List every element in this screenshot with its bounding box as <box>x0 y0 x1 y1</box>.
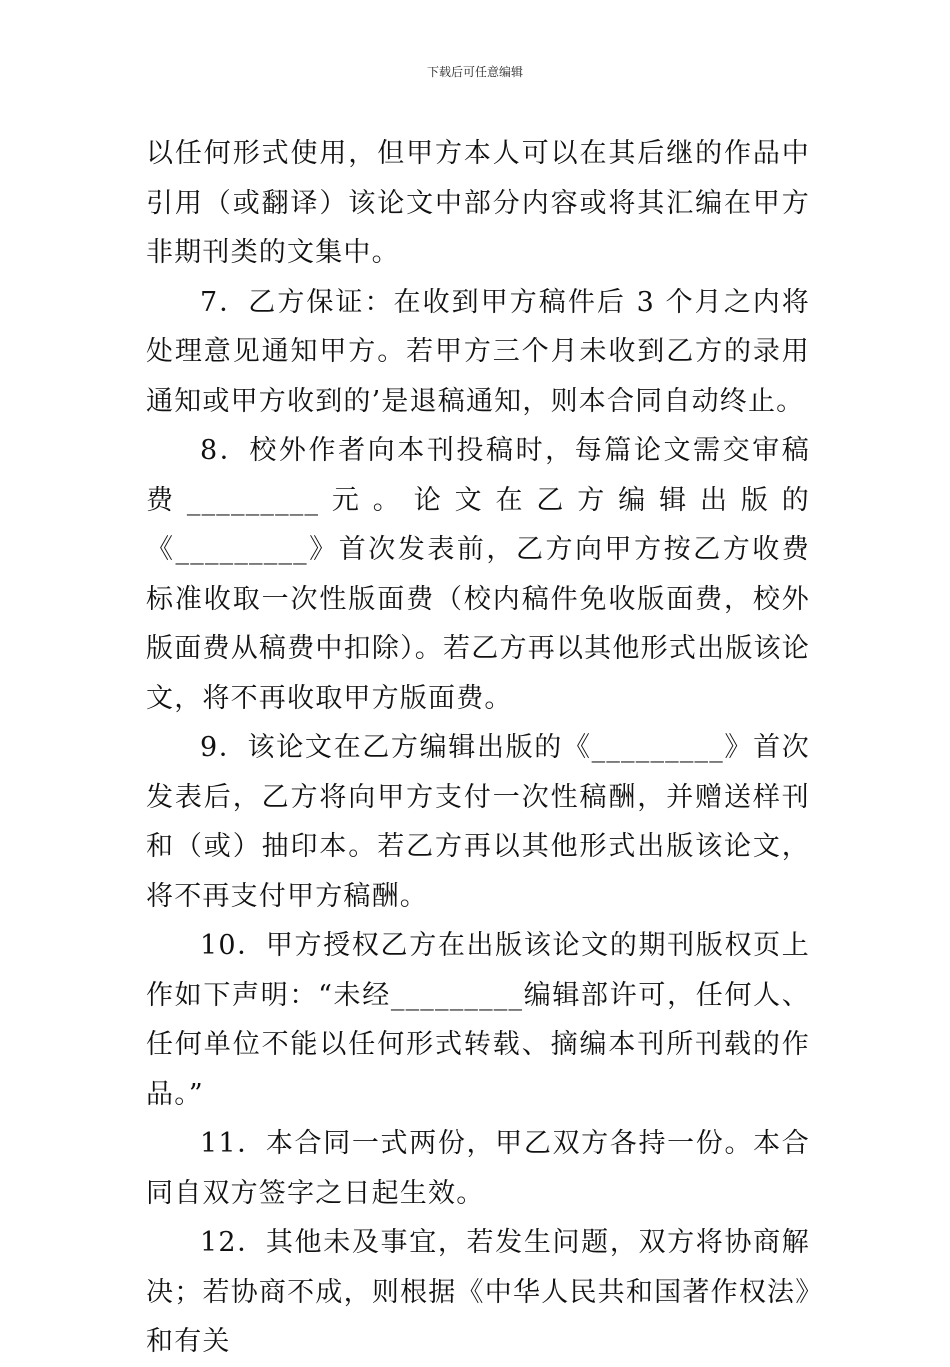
clause-11: 11．本合同一式两份，甲乙双方各持一份。本合同自双方签字之日起生效。 <box>146 1128 810 1209</box>
clause-7: 7．乙方保证：在收到甲方稿件后 3 个月之内将处理意见通知甲方。若甲方三个月未收到乙方的录用通知或甲方收到的’是退稿通知，则本合同自动终止。 <box>146 286 810 417</box>
paragraph-continuation: 以任何形式使用，但甲方本人可以在其后继的作品中引用（或翻译）该论文中部分内容或将其汇编在甲方非期刊类的文集中。 <box>146 138 810 268</box>
document-body <box>146 129 810 1367</box>
clause-8: 8．校外作者向本刊投稿时，每篇论文需交审稿费_________元。论文在乙方编辑出版的《_________》首次发表前，乙方向甲方按乙方收费标准收取一次性版面费（校内稿件免收版面费，校外版面费从稿费中扣除）。若乙方再以其他形式出版该论文，将不再收取甲方版面费。 <box>146 435 810 714</box>
page-header: 下载后可任意编辑 <box>426 65 523 79</box>
clause-12: 12．其他未及事宜，若发生问题，双方将协商解决；若协商不成，则根据《中华人民共和国著作权法》和有关 <box>146 1227 810 1357</box>
clause-9: 9．该论文在乙方编辑出版的《_________》首次发表后，乙方将向甲方支付一次性稿酬，并赠送样刊和（或）抽印本。若乙方再以其他形式出版该论文，将不再支付甲方稿酬。 <box>146 732 810 912</box>
clause-10: 10．甲方授权乙方在出版该论文的期刊版权页上作如下声明：“未经_________编辑部许可，任何人、任何单位不能以任何形式转载、摘编本刊所刊载的作品。” <box>146 930 810 1110</box>
